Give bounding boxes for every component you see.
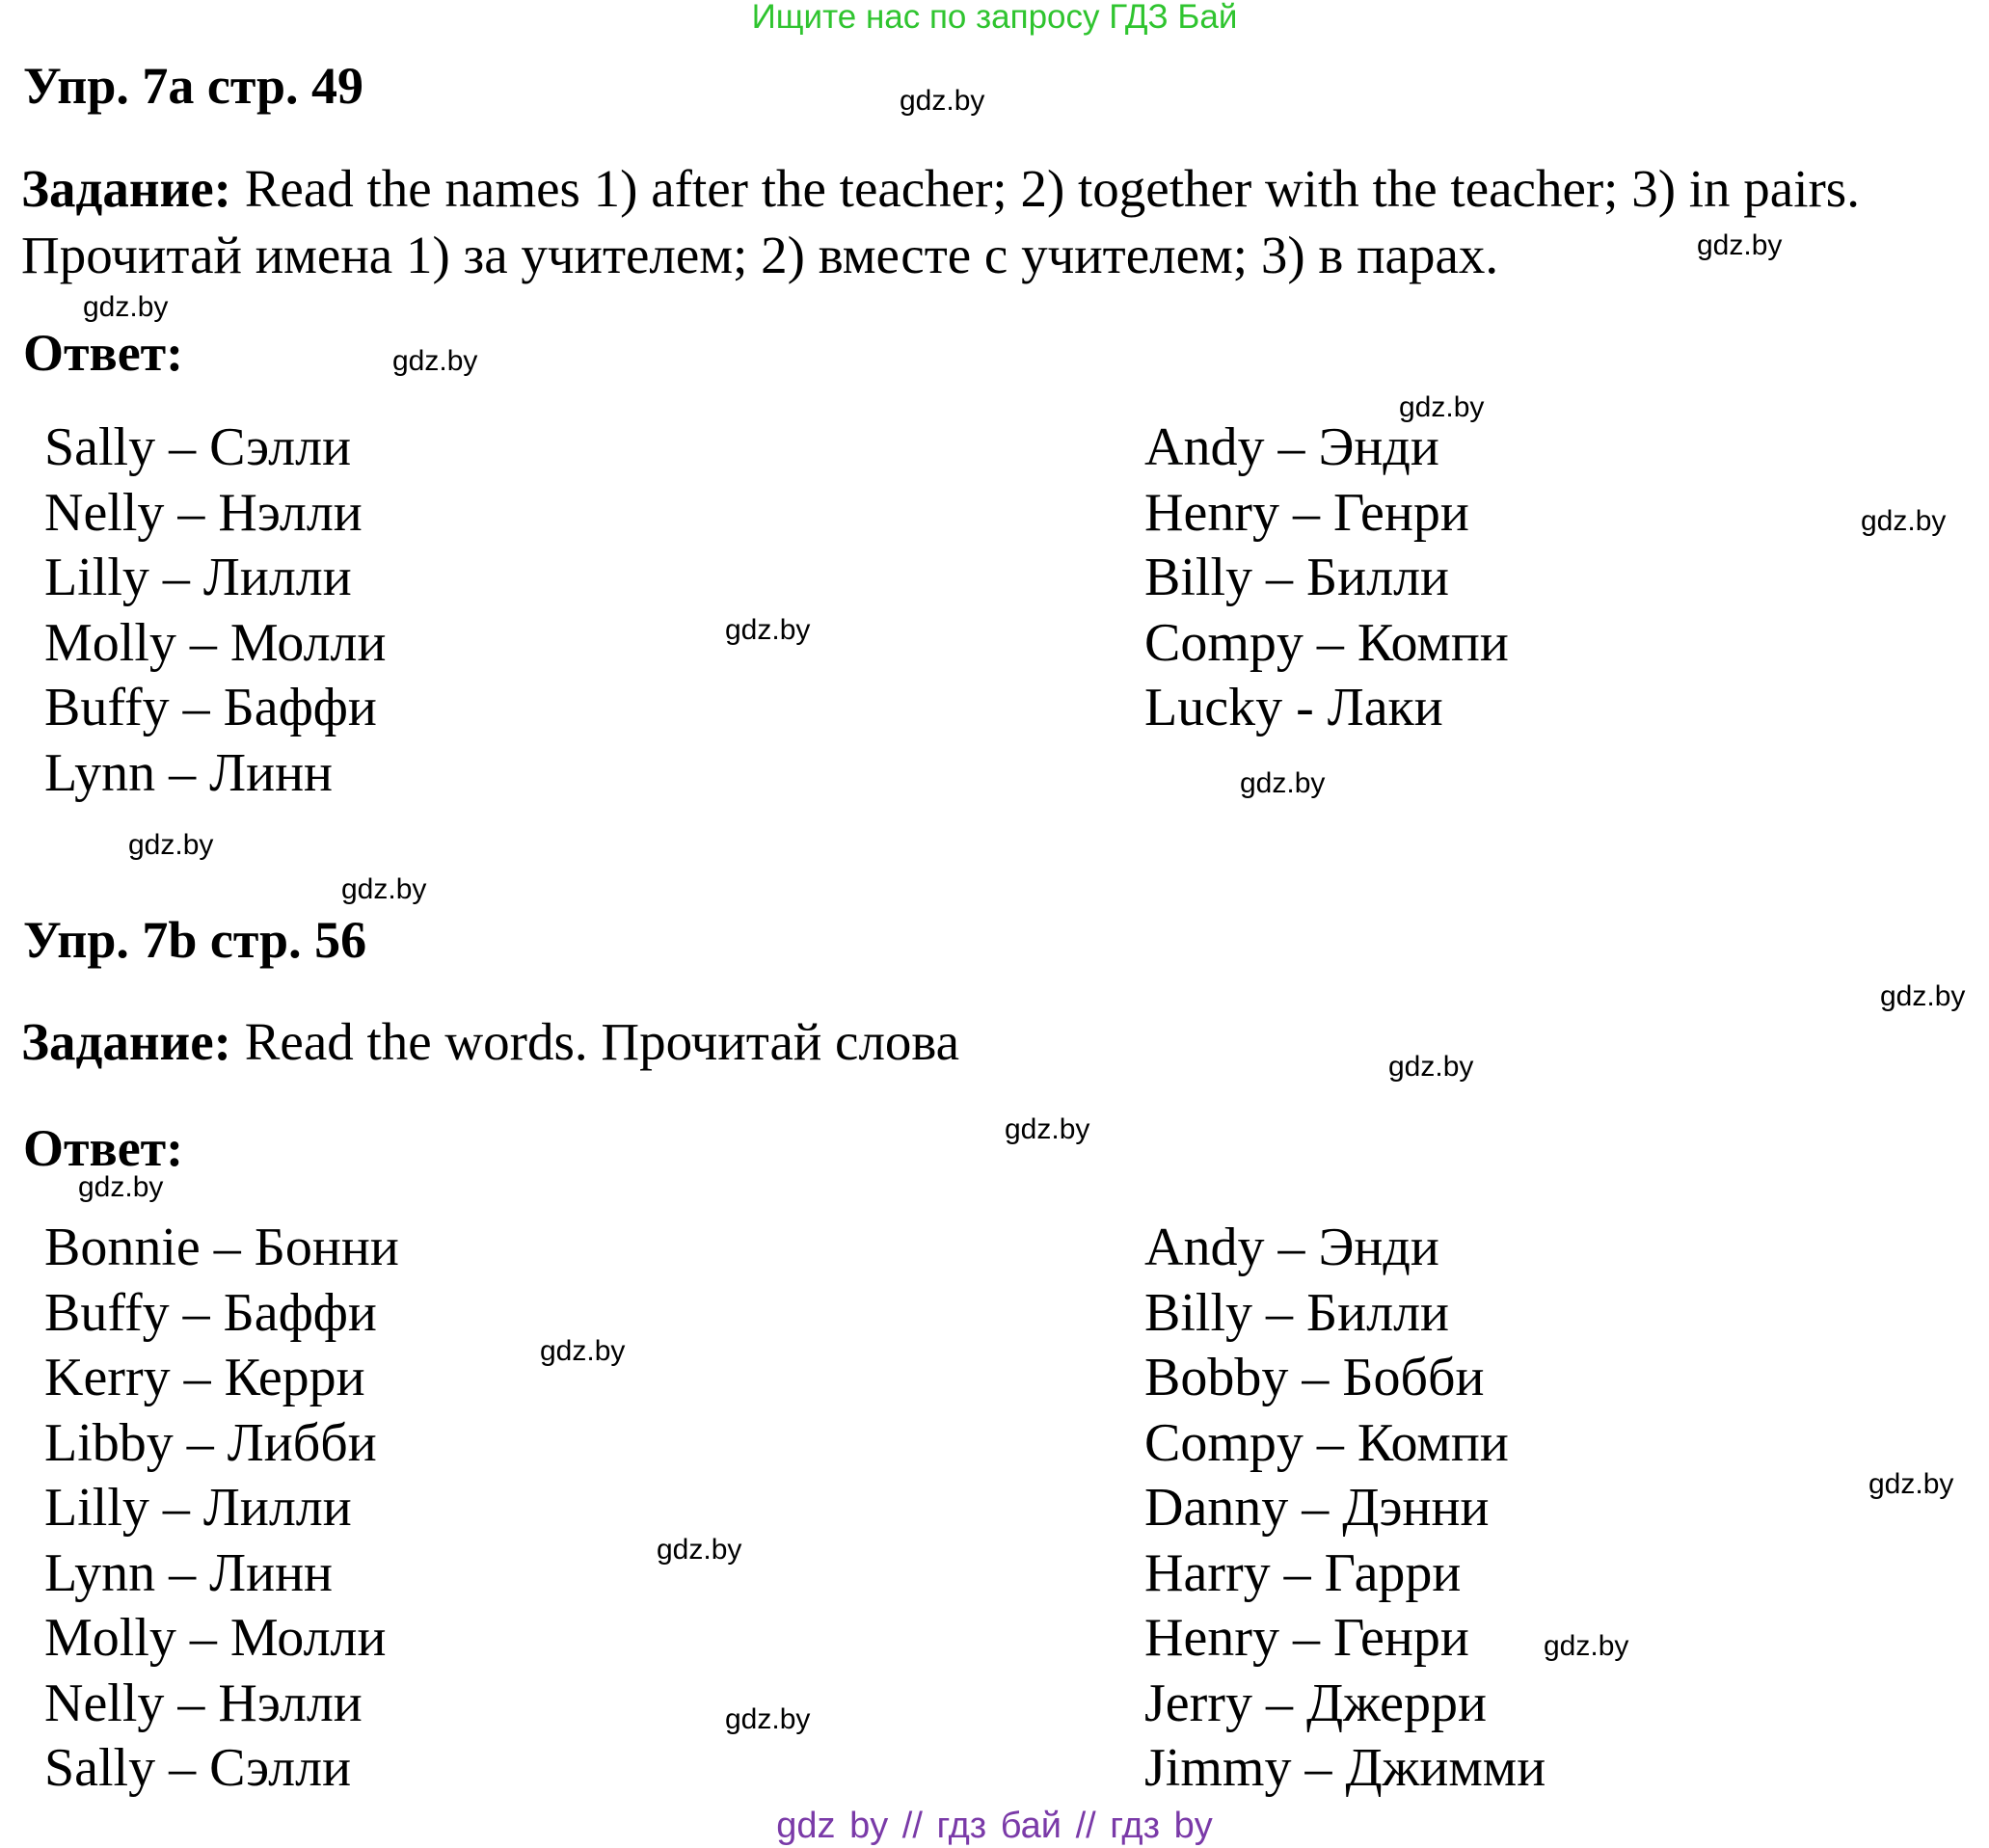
list-item: Nelly – Нэлли (44, 482, 363, 543)
watermark: gdz.by (540, 1335, 626, 1367)
list-item: Jerry – Джерри (1144, 1673, 1487, 1733)
list-item: Billy – Билли (1144, 548, 1450, 607)
exercise-7b-heading: Упр. 7b стр. 56 (23, 911, 367, 969)
list-item: Bobby – Бобби (1144, 1348, 1485, 1407)
watermark: gdz.by (392, 345, 478, 377)
watermark: gdz.by (1868, 1468, 1954, 1500)
watermark: gdz.by (1399, 391, 1485, 423)
list-item: Harry – Гарри (1144, 1542, 1462, 1603)
watermark: gdz.by (725, 614, 811, 646)
watermark: gdz.by (128, 829, 214, 861)
watermark: gdz.by (1544, 1630, 1629, 1662)
list-item: Compy – Компи (1144, 1412, 1509, 1473)
exercise-7a-left-list (44, 415, 386, 806)
list-item: Lynn – Линн (44, 742, 334, 803)
watermark: gdz.by (1861, 505, 1947, 537)
exercise-7a-task-en (21, 158, 1860, 219)
watermark: gdz.by (78, 1171, 164, 1203)
footer-links: gdz by // гдз бай // гдз by (776, 1806, 1213, 1846)
watermark: gdz.by (1388, 1051, 1474, 1083)
list-item: Sally – Сэлли (44, 417, 352, 477)
exercise-7b-answer-label: Ответ: (23, 1119, 184, 1177)
exercise-7a-answer-label: Ответ: (23, 324, 184, 382)
list-item: Henry – Генри (1144, 482, 1469, 543)
watermark: gdz.by (657, 1534, 742, 1566)
search-banner: Ищите нас по запросу ГДЗ Бай (751, 0, 1238, 36)
list-item: Buffy – Баффи (44, 1282, 377, 1343)
list-item: Andy – Энди (1144, 1218, 1439, 1277)
list-item: Nelly – Нэлли (44, 1673, 363, 1733)
watermark: gdz.by (1005, 1113, 1090, 1145)
task-label: Задание: (21, 159, 231, 218)
list-item: Kerry – Керри (44, 1348, 365, 1407)
exercise-7a-task-ru: Прочитай имена 1) за учителем; 2) вместе с учителем; 3) в парах. (21, 226, 1499, 284)
task-text-en: Read the names 1) after the teacher; 2) together with the teacher; 3) in pairs. (244, 159, 1860, 218)
exercise-7b-left-list (44, 1216, 399, 1802)
task-label: Задание: (21, 1012, 231, 1071)
exercise-7a-heading: Упр. 7а стр. 49 (23, 57, 364, 115)
exercise-7b-right-list (1144, 1216, 1546, 1802)
list-item: Buffy – Баффи (44, 678, 377, 737)
task-text: Read the words. Прочитай слова (244, 1012, 960, 1071)
list-item: Lucky - Лаки (1144, 678, 1443, 737)
list-item: Lilly – Лилли (44, 548, 352, 607)
list-item: Danny – Дэнни (1144, 1478, 1490, 1538)
list-item: Henry – Генри (1144, 1608, 1469, 1668)
exercise-7a-right-list (1144, 415, 1509, 741)
list-item: Lynn – Линн (44, 1542, 334, 1603)
list-item: Molly – Молли (44, 612, 387, 673)
watermark: gdz.by (341, 873, 427, 905)
list-item: Sally – Сэлли (44, 1738, 352, 1798)
list-item: Jimmy – Джимми (1144, 1738, 1546, 1798)
watermark: gdz.by (900, 85, 985, 117)
list-item: Billy – Билли (1144, 1282, 1450, 1343)
list-item: Bonnie – Бонни (44, 1218, 399, 1277)
list-item: Compy – Компи (1144, 612, 1509, 673)
watermark: gdz.by (83, 291, 169, 323)
watermark: gdz.by (1240, 767, 1326, 799)
watermark: gdz.by (1880, 980, 1966, 1012)
watermark: gdz.by (1697, 229, 1783, 261)
list-item: Andy – Энди (1144, 417, 1439, 477)
list-item: Molly – Молли (44, 1608, 387, 1668)
exercise-7b-task (21, 1011, 959, 1072)
list-item: Libby – Либби (44, 1412, 377, 1473)
watermark: gdz.by (725, 1703, 811, 1735)
list-item: Lilly – Лилли (44, 1478, 352, 1538)
